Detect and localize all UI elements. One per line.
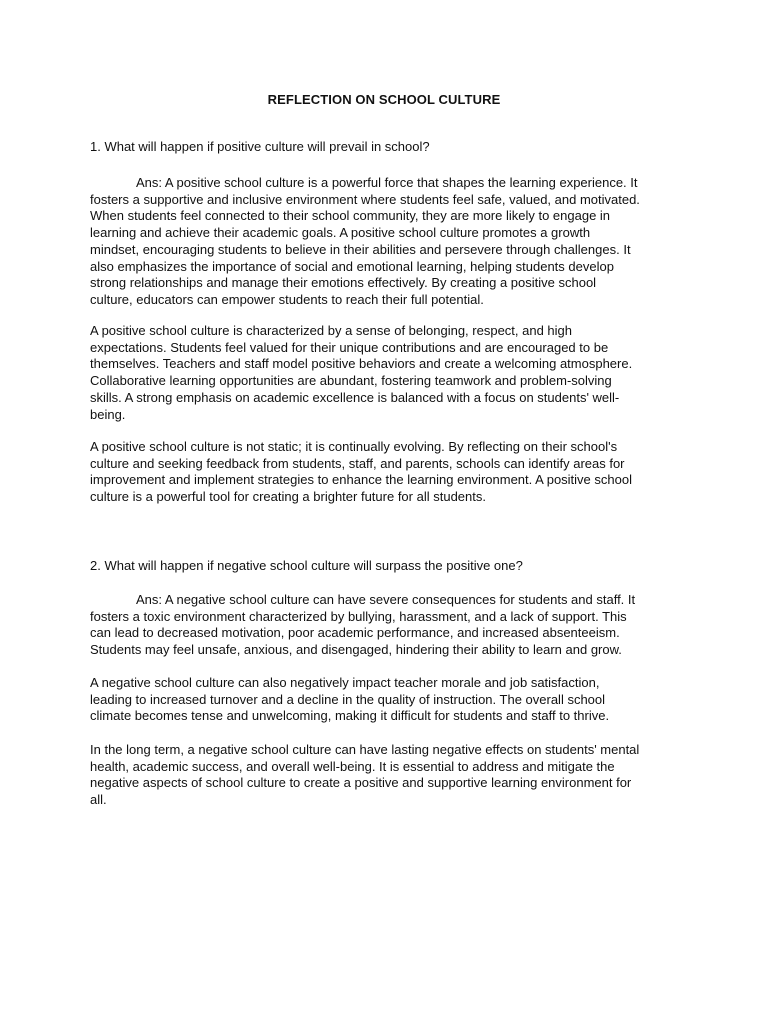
section-2-paragraph-2 xyxy=(90,675,690,725)
text-line: expectations. Students feel valued for their unique contributions and are encouraged to be xyxy=(90,339,609,355)
text-line: Ans: A positive school culture is a powerful force that shapes the learning experience. It xyxy=(136,175,638,190)
section-1-paragraph-3 xyxy=(90,439,690,506)
answer-1-paragraph xyxy=(90,175,690,309)
text-line: Ans: A negative school culture can have severe consequences for students and staff. It xyxy=(136,592,636,607)
text-line: skills. A strong emphasis on academic excellence is balanced with a focus on students' well- xyxy=(90,389,620,405)
text-line: being. xyxy=(90,406,126,422)
text-line: In the long term, a negative school culture can have lasting negative effects on students' mental xyxy=(90,742,640,757)
text-line: culture, educators can empower students to reach their full potential. xyxy=(90,291,484,307)
text-line: Collaborative learning opportunities are abundant, fostering teamwork and problem-solving xyxy=(90,373,612,389)
text-line: all. xyxy=(90,792,107,808)
question-1: 1. What will happen if positive culture will prevail in school? xyxy=(90,139,430,154)
text-line: negative aspects of school culture to create a positive and supportive learning environment for xyxy=(90,775,632,791)
text-line: culture is a powerful tool for creating a brighter future for all students. xyxy=(90,489,486,505)
answer-2-paragraph xyxy=(90,592,690,659)
text-line: can lead to decreased motivation, poor academic performance, and increased absenteeism. xyxy=(90,625,620,641)
text-line: strong relationships and manage their emotions effectively. By creating a positive school xyxy=(90,275,597,291)
text-line: A positive school culture is characterized by a sense of belonging, respect, and high xyxy=(90,323,573,338)
text-line: fosters a toxic environment characterized by bullying, harassment, and a lack of support. This xyxy=(90,608,627,624)
text-line: health, academic success, and overall well-being. It is essential to address and mitigate the xyxy=(90,758,615,774)
text-line: fosters a supportive and inclusive environment where students feel safe, valued, and motivated. xyxy=(90,191,640,207)
text-line: Students may feel unsafe, anxious, and disengaged, hindering their ability to learn and grow. xyxy=(90,642,622,658)
question-2: 2. What will happen if negative school culture will surpass the positive one? xyxy=(90,558,523,573)
text-line: A negative school culture can also negatively impact teacher morale and job satisfaction, xyxy=(90,675,600,690)
text-line: learning and achieve their academic goals. A positive school culture promotes a growth xyxy=(90,225,591,241)
text-line: improvement and implement strategies to enhance the learning environment. A positive school xyxy=(90,472,632,488)
section-2-paragraph-3 xyxy=(90,742,690,809)
text-line: mindset, encouraging students to believe in their abilities and persevere through challenges. It xyxy=(90,241,631,257)
text-line: A positive school culture is not static; it is continually evolving. By reflecting on their school's xyxy=(90,439,618,454)
text-line: climate becomes tense and unwelcoming, making it difficult for students and staff to thrive. xyxy=(90,708,610,724)
text-line: also emphasizes the importance of social and emotional learning, helping students develop xyxy=(90,258,614,274)
text-line: leading to increased turnover and a decline in the quality of instruction. The overall school xyxy=(90,691,606,707)
text-line: When students feel connected to their school community, they are more likely to engage in xyxy=(90,208,611,224)
section-1-paragraph-2 xyxy=(90,323,690,423)
text-line: culture and seeking feedback from students, staff, and parents, schools can identify areas for xyxy=(90,455,625,471)
document-title: REFLECTION ON SCHOOL CULTURE xyxy=(267,92,501,107)
text-line: themselves. Teachers and staff model positive behaviors and create a welcoming atmosphere. xyxy=(90,356,633,372)
